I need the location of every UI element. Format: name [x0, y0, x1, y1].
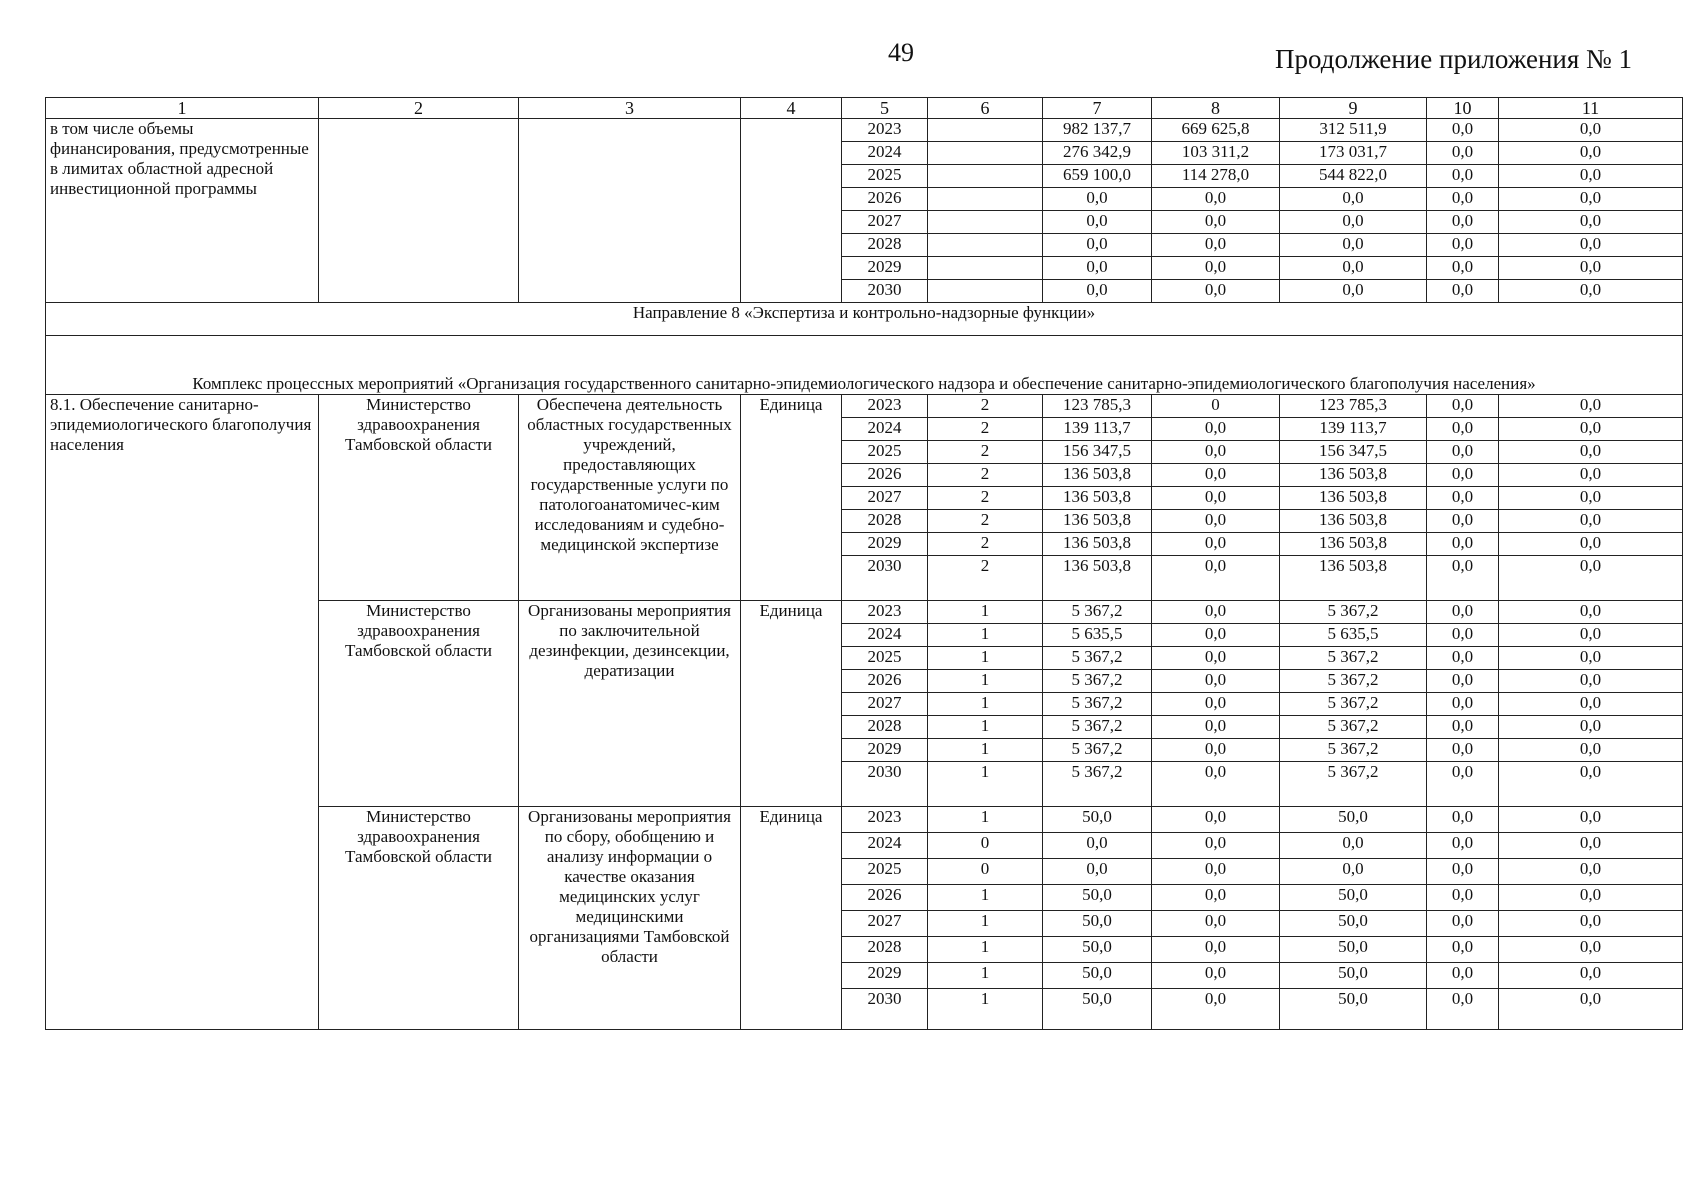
cell-c9: 0,0: [1280, 859, 1427, 885]
cell-c8: 0,0: [1152, 464, 1280, 487]
cell-c6: 1: [928, 624, 1043, 647]
cell-c9: 136 503,8: [1280, 533, 1427, 556]
cell-c9: 0,0: [1280, 234, 1427, 257]
cell-c8: 0,0: [1152, 762, 1280, 807]
cell-c9: 136 503,8: [1280, 487, 1427, 510]
cell-c11: 0,0: [1499, 533, 1683, 556]
cell-year: 2028: [842, 937, 928, 963]
cell-c9: 136 503,8: [1280, 464, 1427, 487]
cell-year: 2024: [842, 142, 928, 165]
cell-c10: 0,0: [1427, 188, 1499, 211]
cell-c7: 50,0: [1043, 911, 1152, 937]
column-number: 3: [519, 98, 741, 119]
cell-year: 2023: [842, 807, 928, 833]
cell-c7: 5 367,2: [1043, 647, 1152, 670]
cell-c8: 0,0: [1152, 885, 1280, 911]
column-number: 4: [741, 98, 842, 119]
cell-c7: 0,0: [1043, 234, 1152, 257]
cell-c6: 1: [928, 885, 1043, 911]
executor-cell: Министерство здравоохранения Тамбовской области: [319, 601, 519, 807]
cell-c9: 5 635,5: [1280, 624, 1427, 647]
cell-c6: [928, 165, 1043, 188]
cell-c7: 0,0: [1043, 188, 1152, 211]
cell-c11: 0,0: [1499, 441, 1683, 464]
cell-c7: 5 367,2: [1043, 693, 1152, 716]
cell-c8: 0,0: [1152, 693, 1280, 716]
cell-c11: 0,0: [1499, 142, 1683, 165]
cell-year: 2025: [842, 859, 928, 885]
complex-row: [46, 336, 1683, 395]
column-number: 10: [1427, 98, 1499, 119]
cell-c9: 5 367,2: [1280, 601, 1427, 624]
cell-c11: 0,0: [1499, 464, 1683, 487]
cell-c9: 5 367,2: [1280, 716, 1427, 739]
cell-c11: 0,0: [1499, 601, 1683, 624]
cell-year: 2025: [842, 647, 928, 670]
cell-c11: 0,0: [1499, 487, 1683, 510]
cell-c6: 2: [928, 533, 1043, 556]
funding-limits-label: в том числе объемы финансирования, предусмотренные в лимитах областной адресной инвестиционной программы: [46, 119, 319, 303]
cell-c8: 114 278,0: [1152, 165, 1280, 188]
cell-c7: 5 367,2: [1043, 601, 1152, 624]
cell-c9: 156 347,5: [1280, 441, 1427, 464]
cell-c9: 0,0: [1280, 280, 1427, 303]
cell-c6: 2: [928, 441, 1043, 464]
cell-c9: 173 031,7: [1280, 142, 1427, 165]
cell-c10: 0,0: [1427, 441, 1499, 464]
cell-year: 2026: [842, 670, 928, 693]
cell-c8: 0,0: [1152, 418, 1280, 441]
cell-c6: [928, 280, 1043, 303]
cell-c7: 5 367,2: [1043, 716, 1152, 739]
column-number: 6: [928, 98, 1043, 119]
cell-c7: 0,0: [1043, 257, 1152, 280]
cell-c10: 0,0: [1427, 693, 1499, 716]
cell-c7: 659 100,0: [1043, 165, 1152, 188]
cell-c8: 669 625,8: [1152, 119, 1280, 142]
cell-c11: 0,0: [1499, 670, 1683, 693]
cell-c8: 0,0: [1152, 716, 1280, 739]
cell-c6: 1: [928, 989, 1043, 1030]
column-number: 9: [1280, 98, 1427, 119]
cell-c8: 0,0: [1152, 280, 1280, 303]
result-cell: [519, 119, 741, 303]
result-cell: Обеспечена деятельность областных государственных учреждений, предоставляющих государственные услуги по патологоанатомичес-ким исследованиям и судебно-медицинской экспертизе: [519, 395, 741, 601]
cell-c10: 0,0: [1427, 556, 1499, 601]
cell-c8: 0,0: [1152, 833, 1280, 859]
cell-c11: 0,0: [1499, 739, 1683, 762]
cell-c8: 103 311,2: [1152, 142, 1280, 165]
cell-year: 2028: [842, 716, 928, 739]
cell-c8: 0,0: [1152, 670, 1280, 693]
cell-c11: 0,0: [1499, 911, 1683, 937]
cell-c8: 0,0: [1152, 234, 1280, 257]
cell-c10: 0,0: [1427, 762, 1499, 807]
unit-cell: Единица: [741, 807, 842, 1030]
cell-c11: 0,0: [1499, 859, 1683, 885]
cell-c11: 0,0: [1499, 234, 1683, 257]
column-number: 5: [842, 98, 928, 119]
cell-c9: 0,0: [1280, 257, 1427, 280]
cell-c8: 0,0: [1152, 739, 1280, 762]
cell-c11: 0,0: [1499, 211, 1683, 234]
cell-c11: 0,0: [1499, 556, 1683, 601]
cell-c6: [928, 257, 1043, 280]
cell-c6: 2: [928, 510, 1043, 533]
cell-c10: 0,0: [1427, 911, 1499, 937]
cell-c8: 0,0: [1152, 188, 1280, 211]
executor-cell: Министерство здравоохранения Тамбовской области: [319, 395, 519, 601]
cell-c7: 136 503,8: [1043, 487, 1152, 510]
column-number: 11: [1499, 98, 1683, 119]
cell-c6: [928, 188, 1043, 211]
unit-cell: Единица: [741, 395, 842, 601]
cell-c9: 50,0: [1280, 963, 1427, 989]
cell-c7: 5 367,2: [1043, 670, 1152, 693]
page-heading: Продолжение приложения № 1: [1275, 44, 1633, 74]
cell-c11: 0,0: [1499, 188, 1683, 211]
cell-c7: 123 785,3: [1043, 395, 1152, 418]
unit-cell: [741, 119, 842, 303]
cell-c6: 1: [928, 739, 1043, 762]
cell-c8: 0,0: [1152, 937, 1280, 963]
cell-year: 2025: [842, 441, 928, 464]
cell-c11: 0,0: [1499, 885, 1683, 911]
cell-c10: 0,0: [1427, 418, 1499, 441]
cell-c6: 1: [928, 693, 1043, 716]
cell-c7: 136 503,8: [1043, 533, 1152, 556]
cell-c7: 139 113,7: [1043, 418, 1152, 441]
cell-c11: 0,0: [1499, 165, 1683, 188]
cell-c10: 0,0: [1427, 487, 1499, 510]
cell-c9: 5 367,2: [1280, 693, 1427, 716]
cell-c10: 0,0: [1427, 716, 1499, 739]
cell-c6: [928, 211, 1043, 234]
cell-c6: 2: [928, 556, 1043, 601]
cell-c11: 0,0: [1499, 510, 1683, 533]
cell-c6: 1: [928, 716, 1043, 739]
cell-year: 2029: [842, 533, 928, 556]
column-number-row: [46, 98, 1683, 119]
cell-c11: 0,0: [1499, 624, 1683, 647]
cell-year: 2028: [842, 510, 928, 533]
cell-c10: 0,0: [1427, 670, 1499, 693]
cell-c10: 0,0: [1427, 807, 1499, 833]
cell-c11: 0,0: [1499, 257, 1683, 280]
cell-c10: 0,0: [1427, 533, 1499, 556]
cell-c7: 50,0: [1043, 807, 1152, 833]
cell-c10: 0,0: [1427, 464, 1499, 487]
cell-c8: 0,0: [1152, 647, 1280, 670]
cell-c8: 0,0: [1152, 533, 1280, 556]
cell-year: 2030: [842, 556, 928, 601]
cell-c7: 50,0: [1043, 963, 1152, 989]
cell-c11: 0,0: [1499, 807, 1683, 833]
cell-c7: 0,0: [1043, 859, 1152, 885]
cell-c6: 2: [928, 418, 1043, 441]
cell-c11: 0,0: [1499, 280, 1683, 303]
cell-c11: 0,0: [1499, 395, 1683, 418]
cell-year: 2028: [842, 234, 928, 257]
cell-c8: 0,0: [1152, 257, 1280, 280]
cell-c10: 0,0: [1427, 963, 1499, 989]
cell-c7: 136 503,8: [1043, 510, 1152, 533]
cell-c9: 50,0: [1280, 937, 1427, 963]
cell-c8: 0,0: [1152, 807, 1280, 833]
cell-year: 2026: [842, 464, 928, 487]
cell-c10: 0,0: [1427, 624, 1499, 647]
cell-c6: [928, 142, 1043, 165]
cell-c10: 0,0: [1427, 647, 1499, 670]
cell-c8: 0,0: [1152, 510, 1280, 533]
cell-year: 2024: [842, 624, 928, 647]
cell-c6: 1: [928, 911, 1043, 937]
cell-c11: 0,0: [1499, 716, 1683, 739]
cell-c11: 0,0: [1499, 119, 1683, 142]
cell-c8: 0,0: [1152, 441, 1280, 464]
budget-table: [45, 97, 1683, 1030]
cell-c10: 0,0: [1427, 937, 1499, 963]
cell-c9: 136 503,8: [1280, 556, 1427, 601]
page-number: 49: [888, 38, 914, 67]
cell-year: 2026: [842, 885, 928, 911]
cell-year: 2030: [842, 280, 928, 303]
cell-c8: 0,0: [1152, 911, 1280, 937]
cell-c10: 0,0: [1427, 833, 1499, 859]
cell-c6: 1: [928, 670, 1043, 693]
cell-c9: 50,0: [1280, 911, 1427, 937]
table-row: [46, 395, 1683, 418]
cell-c6: 2: [928, 395, 1043, 418]
cell-c11: 0,0: [1499, 833, 1683, 859]
cell-c7: 156 347,5: [1043, 441, 1152, 464]
cell-c8: 0,0: [1152, 989, 1280, 1030]
cell-c8: 0,0: [1152, 211, 1280, 234]
cell-year: 2029: [842, 963, 928, 989]
cell-c6: 1: [928, 937, 1043, 963]
cell-c7: 5 367,2: [1043, 739, 1152, 762]
cell-c7: 136 503,8: [1043, 556, 1152, 601]
cell-c7: 50,0: [1043, 885, 1152, 911]
cell-c10: 0,0: [1427, 257, 1499, 280]
cell-c11: 0,0: [1499, 693, 1683, 716]
cell-c9: 50,0: [1280, 807, 1427, 833]
cell-c10: 0,0: [1427, 885, 1499, 911]
cell-year: 2025: [842, 165, 928, 188]
cell-c6: 2: [928, 464, 1043, 487]
cell-year: 2029: [842, 257, 928, 280]
cell-c8: 0,0: [1152, 556, 1280, 601]
cell-c10: 0,0: [1427, 395, 1499, 418]
cell-c6: 1: [928, 647, 1043, 670]
cell-year: 2027: [842, 211, 928, 234]
cell-c10: 0,0: [1427, 234, 1499, 257]
cell-c9: 5 367,2: [1280, 762, 1427, 807]
cell-c10: 0,0: [1427, 211, 1499, 234]
cell-c8: 0,0: [1152, 963, 1280, 989]
cell-c9: 544 822,0: [1280, 165, 1427, 188]
cell-c11: 0,0: [1499, 762, 1683, 807]
executor-cell: Министерство здравоохранения Тамбовской области: [319, 807, 519, 1030]
cell-c7: 5 367,2: [1043, 762, 1152, 807]
cell-year: 2030: [842, 989, 928, 1030]
column-number: 8: [1152, 98, 1280, 119]
cell-c10: 0,0: [1427, 859, 1499, 885]
result-cell: Организованы мероприятия по заключительной дезинфекции, дезинсекции, дератизации: [519, 601, 741, 807]
cell-c10: 0,0: [1427, 119, 1499, 142]
cell-c9: 5 367,2: [1280, 647, 1427, 670]
cell-c10: 0,0: [1427, 601, 1499, 624]
executor-cell: [319, 119, 519, 303]
cell-c6: 1: [928, 762, 1043, 807]
cell-c7: 50,0: [1043, 937, 1152, 963]
cell-c10: 0,0: [1427, 510, 1499, 533]
cell-c7: 5 635,5: [1043, 624, 1152, 647]
cell-c7: 982 137,7: [1043, 119, 1152, 142]
cell-c11: 0,0: [1499, 937, 1683, 963]
direction-title: Направление 8 «Экспертиза и контрольно-надзорные функции»: [46, 303, 1683, 336]
cell-c9: 0,0: [1280, 188, 1427, 211]
cell-year: 2023: [842, 119, 928, 142]
cell-c10: 0,0: [1427, 989, 1499, 1030]
cell-c7: 136 503,8: [1043, 464, 1152, 487]
cell-year: 2029: [842, 739, 928, 762]
direction-row: [46, 303, 1683, 336]
complex-title: Комплекс процессных мероприятий «Организация государственного санитарно-эпидемиологического надзора и обеспечение санитарно-эпидемиологического благополучия населения»: [46, 336, 1683, 395]
cell-c8: 0,0: [1152, 624, 1280, 647]
cell-year: 2027: [842, 693, 928, 716]
column-number: 1: [46, 98, 319, 119]
cell-c9: 0,0: [1280, 833, 1427, 859]
cell-c6: 0: [928, 859, 1043, 885]
cell-c9: 123 785,3: [1280, 395, 1427, 418]
column-number: 2: [319, 98, 519, 119]
cell-c8: 0,0: [1152, 859, 1280, 885]
cell-year: 2023: [842, 395, 928, 418]
cell-c8: 0: [1152, 395, 1280, 418]
cell-c6: [928, 119, 1043, 142]
cell-year: 2030: [842, 762, 928, 807]
cell-c7: 0,0: [1043, 211, 1152, 234]
cell-c7: 0,0: [1043, 833, 1152, 859]
cell-year: 2024: [842, 418, 928, 441]
cell-c10: 0,0: [1427, 165, 1499, 188]
cell-c9: 50,0: [1280, 885, 1427, 911]
cell-c6: 1: [928, 601, 1043, 624]
cell-c9: 139 113,7: [1280, 418, 1427, 441]
cell-c10: 0,0: [1427, 142, 1499, 165]
cell-c6: 0: [928, 833, 1043, 859]
cell-c11: 0,0: [1499, 989, 1683, 1030]
unit-cell: Единица: [741, 601, 842, 807]
cell-c9: 5 367,2: [1280, 670, 1427, 693]
cell-c6: [928, 234, 1043, 257]
cell-c11: 0,0: [1499, 647, 1683, 670]
cell-c6: 1: [928, 963, 1043, 989]
cell-c7: 276 342,9: [1043, 142, 1152, 165]
cell-c9: 5 367,2: [1280, 739, 1427, 762]
cell-c9: 0,0: [1280, 211, 1427, 234]
table-row: [46, 119, 1683, 142]
cell-c7: 50,0: [1043, 989, 1152, 1030]
cell-year: 2027: [842, 487, 928, 510]
cell-c9: 136 503,8: [1280, 510, 1427, 533]
cell-c10: 0,0: [1427, 280, 1499, 303]
cell-c11: 0,0: [1499, 963, 1683, 989]
item-label: 8.1. Обеспечение санитарно-эпидемиологического благополучия населения: [46, 395, 319, 1030]
cell-c6: 1: [928, 807, 1043, 833]
cell-c8: 0,0: [1152, 487, 1280, 510]
result-cell: Организованы мероприятия по сбору, обобщению и анализу информации о качестве оказания медицинских услуг медицинскими организациями Тамбовской области: [519, 807, 741, 1030]
cell-year: 2023: [842, 601, 928, 624]
cell-c9: 50,0: [1280, 989, 1427, 1030]
cell-year: 2027: [842, 911, 928, 937]
cell-c7: 0,0: [1043, 280, 1152, 303]
cell-c10: 0,0: [1427, 739, 1499, 762]
cell-c9: 312 511,9: [1280, 119, 1427, 142]
cell-c11: 0,0: [1499, 418, 1683, 441]
cell-c6: 2: [928, 487, 1043, 510]
cell-year: 2026: [842, 188, 928, 211]
cell-c8: 0,0: [1152, 601, 1280, 624]
cell-year: 2024: [842, 833, 928, 859]
column-number: 7: [1043, 98, 1152, 119]
